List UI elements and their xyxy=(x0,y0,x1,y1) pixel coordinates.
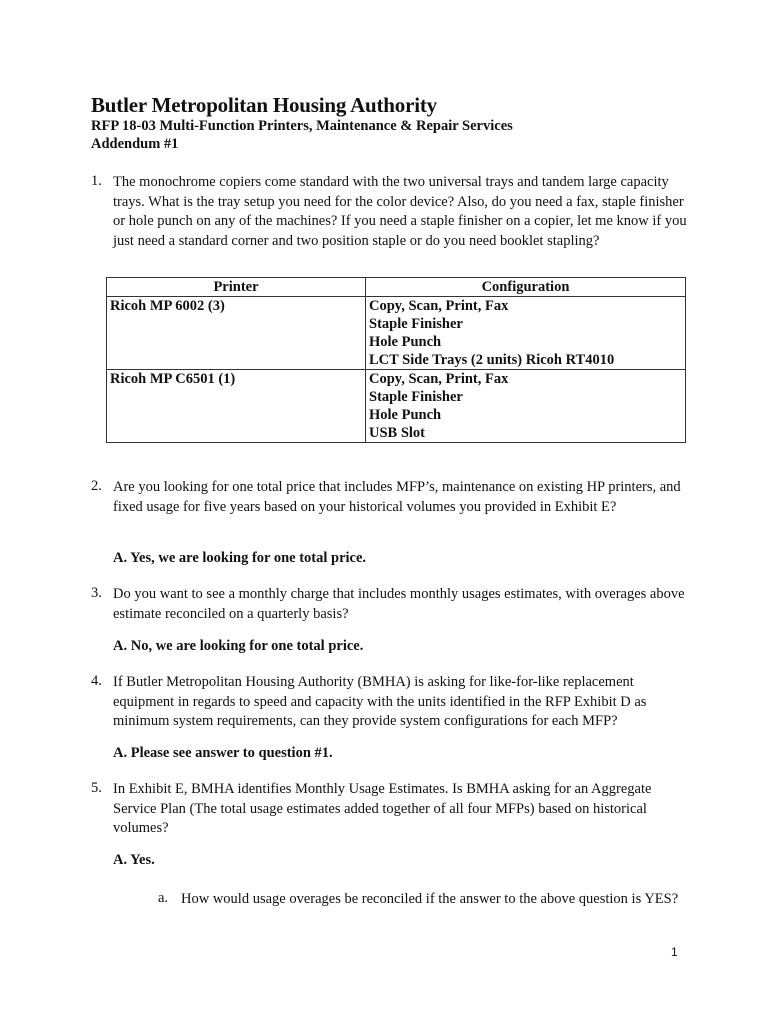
page-number: 1 xyxy=(671,945,678,959)
question-1-text: The monochrome copiers come standard with the two universal trays and tandem large capacity trays. What is the tray setup you need for the color device? Also, do you need a fax, staple finisher or hole punch on any of the machines? If you need a staple finisher on a copier, let me know if you just need a standard corner and two position staple or do you need booklet stapling? xyxy=(113,174,687,249)
config-line: LCT Side Trays (2 units) Ricoh RT4010 xyxy=(369,352,615,368)
config-line: USB Slot xyxy=(369,425,426,441)
config-line: Staple Finisher xyxy=(369,316,463,332)
question-5-text: In Exhibit E, BMHA identifies Monthly Usage Estimates. Is BMHA asking for an Aggregate Service Plan (The total usage estimates added together of all four MFPs) based on historical volumes? xyxy=(113,781,652,836)
config-line: Hole Punch xyxy=(369,334,442,350)
question-3-text: Do you want to see a monthly charge that includes monthly usages estimates, with overages above estimate reconciled on a quarterly basis? xyxy=(113,586,685,622)
subquestion-5a-text: How would usage overages be reconciled if the answer to the above question is YES? xyxy=(181,891,679,907)
header-configuration: Configuration xyxy=(366,278,686,297)
table-row xyxy=(107,370,686,443)
question-4-number: 4. xyxy=(91,673,102,689)
document-title: Butler Metropolitan Housing Authority xyxy=(91,93,437,117)
addendum-label: Addendum #1 xyxy=(91,136,179,152)
config-line: Staple Finisher xyxy=(369,389,463,405)
printer-cell: Ricoh MP 6002 (3) xyxy=(107,297,366,370)
question-3-number: 3. xyxy=(91,585,102,601)
configuration-table xyxy=(106,277,686,443)
question-4-text: If Butler Metropolitan Housing Authority (BMHA) is asking for like-for-like replacement equipment in regards to speed and capacity with the units identified in the RFP Exhibit D as minimum system requirements, can they provide system configurations for each MFP? xyxy=(113,674,647,729)
question-2-text: Are you looking for one total price that includes MFP’s, maintenance on existing HP printers, and fixed usage for five years based on your historical volumes you provided in Exhibit E? xyxy=(113,479,681,515)
config-line: Copy, Scan, Print, Fax xyxy=(369,298,509,314)
config-line: Hole Punch xyxy=(369,407,442,423)
configuration-cell xyxy=(366,370,686,443)
table-header-row xyxy=(107,278,686,297)
answer-2: A. Yes, we are looking for one total price. xyxy=(113,550,367,566)
answer-5: A. Yes. xyxy=(113,852,155,868)
subquestion-5a-number: a. xyxy=(158,890,169,906)
table-row xyxy=(107,297,686,370)
answer-4: A. Please see answer to question #1. xyxy=(113,745,333,761)
question-1-number: 1. xyxy=(91,173,102,189)
printer-cell: Ricoh MP C6501 (1) xyxy=(107,370,366,443)
question-5-number: 5. xyxy=(91,780,102,796)
header-printer: Printer xyxy=(107,278,366,297)
question-2-number: 2. xyxy=(91,478,102,494)
document-subtitle: RFP 18-03 Multi-Function Printers, Maintenance & Repair Services xyxy=(91,118,513,134)
configuration-cell xyxy=(366,297,686,370)
config-line: Copy, Scan, Print, Fax xyxy=(369,371,509,387)
answer-3: A. No, we are looking for one total price. xyxy=(113,638,364,654)
